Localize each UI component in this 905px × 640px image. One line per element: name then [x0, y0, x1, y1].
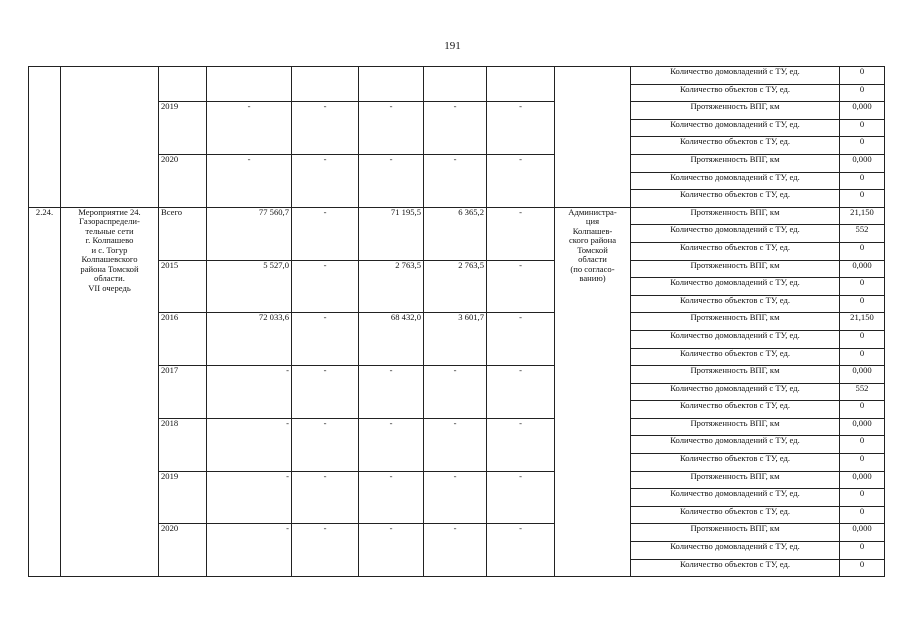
indicator-value: 0,000	[840, 102, 885, 120]
indicator-label: Протяженность ВПГ, км	[631, 366, 840, 384]
funding-cell: -	[487, 524, 555, 577]
indicator-label: Количество объектов с ТУ, ед.	[631, 137, 840, 155]
text-line: VII очередь	[88, 282, 131, 293]
indicator-value: 0	[840, 330, 885, 348]
measure-name-cell	[61, 67, 159, 208]
year-cell: 2018	[159, 418, 207, 471]
funding-cell: -	[424, 102, 487, 155]
funding-cell: 2 763,5	[424, 260, 487, 313]
indicator-label: Количество домовладений с ТУ, ед.	[631, 278, 840, 296]
indicator-value: 0,000	[840, 366, 885, 384]
indicator-label: Количество объектов с ТУ, ед.	[631, 506, 840, 524]
funding-cell: -	[487, 102, 555, 155]
funding-cell: -	[424, 418, 487, 471]
funding-cell: 5 527,0	[207, 260, 292, 313]
funding-cell: -	[487, 260, 555, 313]
indicator-label: Количество объектов с ТУ, ед.	[631, 348, 840, 366]
indicator-label: Протяженность ВПГ, км	[631, 471, 840, 489]
indicator-value: 0	[840, 137, 885, 155]
text-line: и с. Тогур	[91, 244, 128, 255]
funding-cell: -	[292, 418, 359, 471]
year-cell: 2016	[159, 313, 207, 366]
indicator-value: 0	[840, 295, 885, 313]
indicator-label: Количество домовладений с ТУ, ед.	[631, 436, 840, 454]
text-line: г. Колпашево	[85, 235, 134, 246]
funding-cell: -	[359, 102, 424, 155]
funding-cell: -	[292, 154, 359, 207]
year-cell: 2019	[159, 102, 207, 155]
text-line: Томской	[577, 244, 608, 255]
funding-cell: -	[359, 524, 424, 577]
indicator-label: Количество объектов с ТУ, ед.	[631, 401, 840, 419]
text-line: области	[578, 254, 607, 265]
indicator-label: Протяженность ВПГ, км	[631, 418, 840, 436]
funding-cell: -	[487, 207, 555, 260]
indicator-label: Количество домовладений с ТУ, ед.	[631, 172, 840, 190]
indicator-label: Количество домовладений с ТУ, ед.	[631, 542, 840, 560]
funding-cell: 71 195,5	[359, 207, 424, 260]
text-line: области.	[94, 273, 125, 284]
year-cell: 2019	[159, 471, 207, 524]
year-cell: 2017	[159, 366, 207, 419]
indicator-label: Протяженность ВПГ, км	[631, 313, 840, 331]
text-line: тельные сети	[85, 225, 134, 236]
indicator-label: Количество объектов с ТУ, ед.	[631, 559, 840, 577]
funding-cell: -	[207, 366, 292, 419]
funding-cell: -	[487, 154, 555, 207]
text-line: Газораспредели-	[79, 216, 140, 227]
indicator-label: Протяженность ВПГ, км	[631, 154, 840, 172]
indicator-label: Количество объектов с ТУ, ед.	[631, 454, 840, 472]
year-cell: 2015	[159, 260, 207, 313]
indicator-value: 0	[840, 84, 885, 102]
text-line: района Томской	[80, 263, 139, 274]
table-row	[29, 67, 885, 85]
indicator-value: 0	[840, 119, 885, 137]
indicator-label: Протяженность ВПГ, км	[631, 207, 840, 225]
funding-cell: -	[359, 154, 424, 207]
indicator-label: Количество объектов с ТУ, ед.	[631, 84, 840, 102]
indicator-value: 0	[840, 242, 885, 260]
text-line: Колпашевского	[81, 254, 138, 265]
funding-cell: -	[424, 471, 487, 524]
funding-cell: -	[359, 471, 424, 524]
text-line: ского района	[568, 235, 617, 246]
text-line: (по согласо-	[570, 263, 615, 274]
year-cell: Всего	[159, 207, 207, 260]
indicator-value: 0,000	[840, 524, 885, 542]
funding-cell: -	[207, 154, 292, 207]
year-cell: 2020	[159, 524, 207, 577]
funding-cell: -	[292, 313, 359, 366]
executor-cell	[555, 207, 631, 576]
measure-number: 2.24.	[29, 207, 61, 576]
text-line: ванию)	[579, 273, 606, 284]
funding-cell: -	[292, 471, 359, 524]
funding-cell: -	[207, 524, 292, 577]
text-line: Колпашев-	[572, 225, 613, 236]
executor-cell	[555, 67, 631, 208]
indicator-value: 0	[840, 542, 885, 560]
funding-cell: 77 560,7	[207, 207, 292, 260]
funding-cell: -	[487, 366, 555, 419]
indicator-value: 0	[840, 67, 885, 85]
indicator-label: Количество объектов с ТУ, ед.	[631, 242, 840, 260]
funding-cell: -	[292, 207, 359, 260]
funding-cell	[159, 67, 207, 102]
indicator-value: 0	[840, 436, 885, 454]
funding-cell: 72 033,6	[207, 313, 292, 366]
indicator-label: Количество домовладений с ТУ, ед.	[631, 119, 840, 137]
funding-cell: -	[292, 102, 359, 155]
indicator-label: Количество домовладений с ТУ, ед.	[631, 489, 840, 507]
funding-cell: -	[292, 524, 359, 577]
indicator-value: 0,000	[840, 418, 885, 436]
text-line: Администра-	[568, 207, 617, 217]
table-row	[29, 207, 885, 225]
funding-cell: -	[487, 313, 555, 366]
measure-name-cell	[61, 207, 159, 576]
indicator-value: 21,150	[840, 207, 885, 225]
number-cell	[29, 67, 61, 208]
indicator-label: Количество домовладений с ТУ, ед.	[631, 67, 840, 85]
funding-cell: -	[424, 154, 487, 207]
indicator-value: 0	[840, 172, 885, 190]
funding-cell: 6 365,2	[424, 207, 487, 260]
funding-cell: -	[292, 366, 359, 419]
year-cell: 2020	[159, 154, 207, 207]
indicator-value: 0	[840, 559, 885, 577]
funding-cell	[359, 67, 424, 102]
indicator-value: 0	[840, 278, 885, 296]
indicator-value: 0	[840, 190, 885, 208]
indicator-value: 0	[840, 489, 885, 507]
funding-cell: -	[487, 418, 555, 471]
indicator-value: 0	[840, 348, 885, 366]
funding-cell: -	[207, 102, 292, 155]
funding-cell: 68 432,0	[359, 313, 424, 366]
funding-cell	[424, 67, 487, 102]
page-number: 191	[444, 40, 461, 52]
indicator-value: 552	[840, 225, 885, 243]
funding-cell: -	[359, 418, 424, 471]
indicator-value: 21,150	[840, 313, 885, 331]
funding-cell: -	[292, 260, 359, 313]
indicator-label: Количество домовладений с ТУ, ед.	[631, 330, 840, 348]
indicator-value: 0	[840, 506, 885, 524]
funding-cell	[292, 67, 359, 102]
funding-cell: -	[424, 524, 487, 577]
indicator-label: Протяженность ВПГ, км	[631, 260, 840, 278]
indicator-value: 0,000	[840, 154, 885, 172]
indicator-value: 0,000	[840, 260, 885, 278]
indicator-value: 0	[840, 454, 885, 472]
indicator-label: Протяженность ВПГ, км	[631, 102, 840, 120]
indicator-value: 0,000	[840, 471, 885, 489]
indicator-label: Количество объектов с ТУ, ед.	[631, 295, 840, 313]
funding-cell: -	[359, 366, 424, 419]
indicator-label: Количество домовладений с ТУ, ед.	[631, 383, 840, 401]
indicator-label: Протяженность ВПГ, км	[631, 524, 840, 542]
funding-cell: 2 763,5	[359, 260, 424, 313]
funding-cell: -	[424, 366, 487, 419]
indicator-label: Количество объектов с ТУ, ед.	[631, 190, 840, 208]
text-line: ция	[585, 216, 600, 227]
funding-cell	[207, 67, 292, 102]
funding-cell: -	[207, 471, 292, 524]
text-line: Мероприятие 24.	[78, 207, 141, 217]
funding-cell: -	[487, 471, 555, 524]
funding-cell: -	[207, 418, 292, 471]
program-table	[28, 66, 885, 577]
funding-cell: 3 601,7	[424, 313, 487, 366]
indicator-label: Количество домовладений с ТУ, ед.	[631, 225, 840, 243]
indicator-value: 552	[840, 383, 885, 401]
indicator-value: 0	[840, 401, 885, 419]
funding-cell	[487, 67, 555, 102]
